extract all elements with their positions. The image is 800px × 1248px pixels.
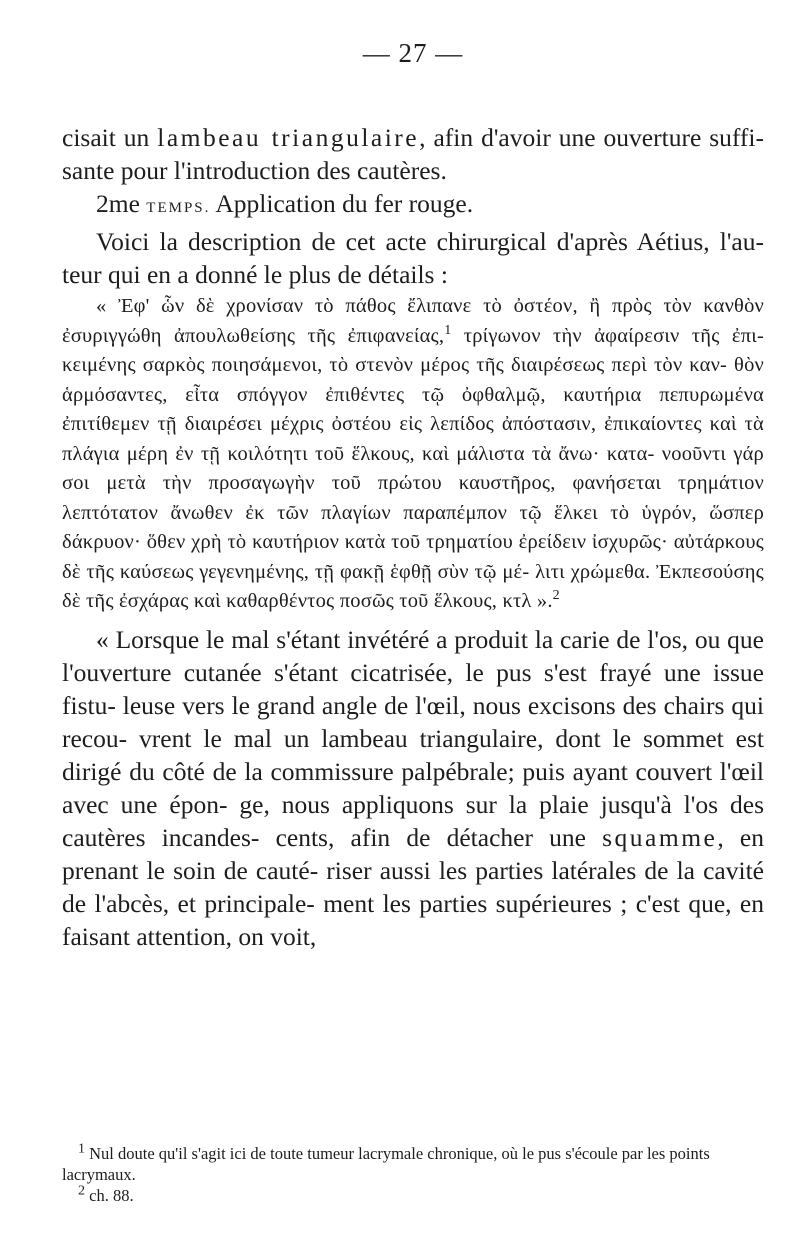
greek-text: τρίγωνον τὴν ἀφαίρεσιν τῆς ἐπι- κειμένης σαρκὸς ποιησάμενοι, τὸ στενὸν μέρος τῆς διαιρέσεως περὶ τὸν καν- θὸν ἁρμόσαντες, εἶτα σπόγγον ἐπιθέντες τῷ ὀφθαλμῷ, καυτήρια πεπυρωμένα ἐπιτίθεμεν τῇ διαιρέσει μέχρις ὀστέου εἰς λεπίδος ἀπόστασιν, ἐπικαίοντες καὶ τὰ πλάγια μέρη ἐν τῇ κοιλότητι τοῦ ἕλκους, καὶ μάλιστα τὰ ἄνω· κατα- νοοῦντι γάρ σοι μετὰ τὴν προσαγωγὴν τοῦ πρώτου καυστῆρος, φανήσεται τρημάτιον λεπτότατον ἄνωθεν ἐκ τῶν πλαγίων παραπέμπον τῷ ἕλκει τὸ ὑγρόν, ὥσπερ δάκρυον· ὅθεν χρὴ τὸ καυτήριον κατὰ τοῦ τρηματίου ἐρείδειν ἰσχυρῶς· αὐτάρκους δὲ τῆς καύσεως γεγενημένης, τῇ φακῇ ἑφθῇ σὺν τῷ μέ- λιτι χρώμεθα. Ἐκπεσούσης δὲ τῆς ἐσχάρας καὶ καθαρθέντος ποσῶς τοῦ ἕλκους, κτλ ». [62, 324, 764, 612]
footnote-ref: 2 [552, 588, 560, 604]
emphasized-term: squamme [602, 822, 718, 852]
document-page [62, 0, 764, 1248]
greek-text: « Ἐφ' ὧν δὲ χρονίσαν τὸ πάθος ἔλιπανε τὸ ὀστέον, ἢ πρὸς τὸν κανθὸν ἐσυριγγώθη ἀπουλωθείσης τῆς ἐπιφανείας, [62, 295, 764, 347]
step-heading [62, 187, 764, 225]
intro-paragraph: Voici la description de cet acte chirurgical d'après Aétius, l'au- teur qui en a donné le plus de détails : [62, 227, 764, 289]
footnotes [62, 1143, 764, 1206]
body-text [62, 121, 764, 953]
text-run: cisait un [62, 123, 158, 152]
emphasized-term: lambeau triangulaire [157, 123, 420, 152]
footnote-1 [62, 1143, 764, 1185]
page-number: — 27 — [362, 38, 464, 68]
step-number: 2me [96, 189, 147, 218]
step-label: TEMPS. [146, 200, 211, 216]
french-translation [62, 623, 764, 953]
footnote-2 [62, 1185, 764, 1206]
footnote-text: Nul doute qu'il s'agit ici de toute tumeur lacrymale chronique, où le pus s'écoule par les points lacrymaux. [62, 1144, 710, 1184]
footnote-number: 2 [78, 1183, 85, 1199]
footnote-text: ch. 88. [85, 1186, 134, 1205]
text-run: « Lorsque le mal s'étant invétéré a produit la carie de l'os, ou que l'ouverture cutanée s'étant cicatrisée, le pus s'est frayé une issue fistu- leuse vers le grand angle de l'œil, nous excisons des chairs qui recou- vrent le mal un lambeau triangulaire, dont le sommet est dirigé du côté de la commissure palpébrale; puis ayant couvert l'œil avec une épon- ge, nous appliquons sur la plaie jusqu'à l'os des cautères incandes- cents, afin de détacher une [62, 624, 764, 852]
paragraph-continuation [62, 121, 764, 187]
step-title: Application du fer rouge. [210, 189, 474, 218]
text-run: , afin d'avoir une ouverture suffi- sante pour l'introduction des cautères. [62, 123, 764, 185]
greek-quotation [62, 292, 764, 617]
text-run: , en prenant le soin de cauté- riser aussi les parties latérales de la cavité de l'abcès, et principale- ment les parties supérieures ; c'est que, en faisant attention, on voit, [62, 822, 764, 951]
footnote-number: 1 [78, 1141, 85, 1157]
footnote-ref: 1 [444, 322, 452, 338]
